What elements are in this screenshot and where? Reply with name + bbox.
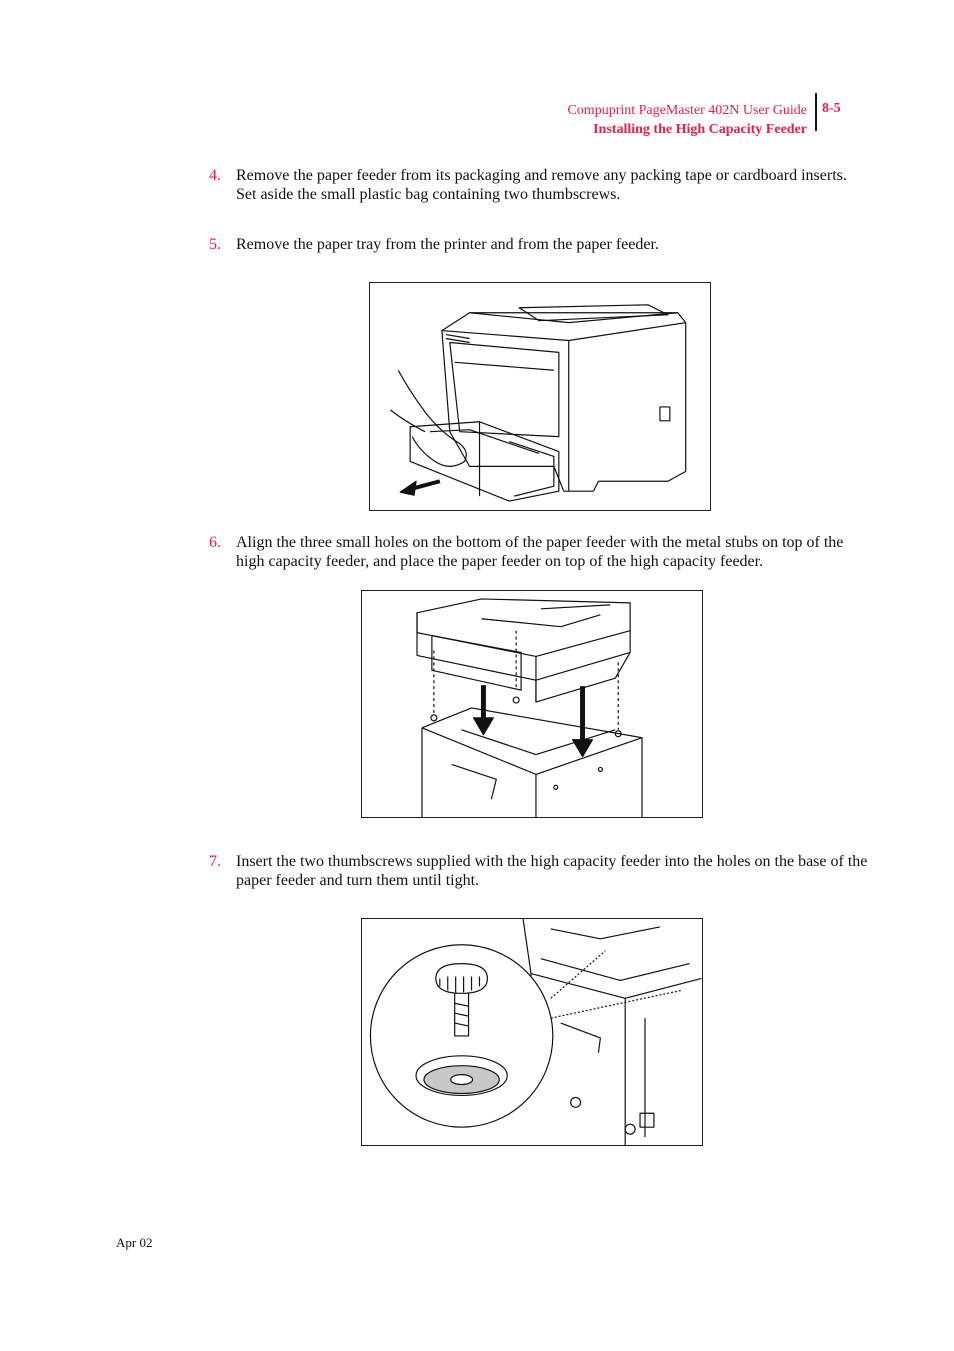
figure-remove-paper-tray [369, 282, 711, 511]
step-number: 4. [209, 167, 221, 184]
step-text: Remove the paper tray from the printer and from the paper feeder. [236, 236, 659, 253]
step-text: Insert the two thumbscrews supplied with the high capacity feeder into the holes on the base of the paper feeder and turn them until tight. [236, 853, 868, 889]
footer-date: Apr 02 [116, 1235, 153, 1250]
step-number: 5. [209, 236, 221, 253]
step-text: Align the three small holes on the bottom of the paper feeder with the metal stubs on top of the high capacity feeder, and place the paper feeder on top of the high capacity feeder. [236, 534, 844, 570]
step-6 [209, 533, 869, 571]
page-number: 8-5 [822, 101, 841, 116]
header-divider [815, 93, 817, 131]
running-header [567, 101, 807, 139]
figure-align-feeder [361, 590, 703, 818]
figure-thumbscrews [361, 918, 703, 1146]
step-text: Remove the paper feeder from its packaging and remove any packing tape or cardboard inserts. Set aside the small plastic bag containing two thumbscrews. [236, 167, 847, 203]
section-title: Installing the High Capacity Feeder [593, 122, 807, 137]
step-4 [209, 166, 869, 204]
step-5 [209, 235, 869, 254]
guide-title: Compuprint PageMaster 402N User Guide [567, 103, 807, 118]
step-number: 7. [209, 853, 221, 870]
step-number: 6. [209, 534, 221, 551]
step-7 [209, 852, 869, 890]
